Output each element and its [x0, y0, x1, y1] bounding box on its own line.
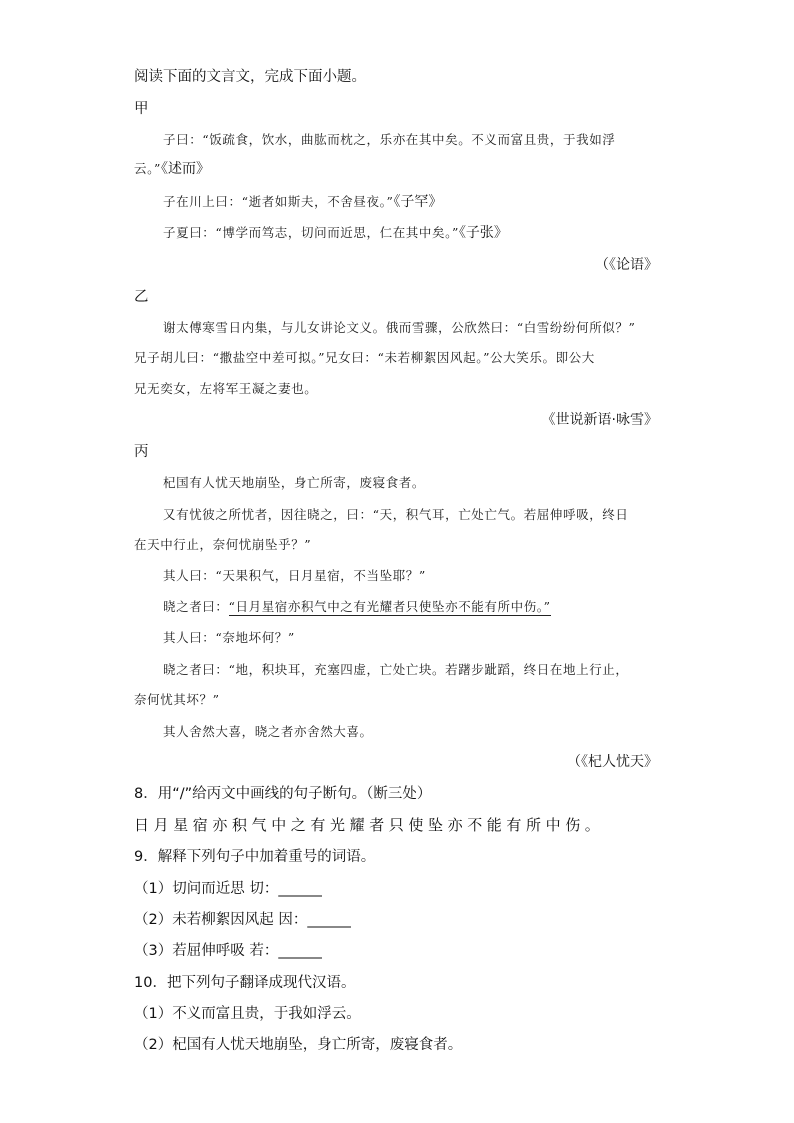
bing-line-3: 在天中行止，奈何忧崩坠乎？” [134, 537, 312, 552]
jia-line-1: 子曰：“饭疏食，饮水，曲肱而枕之，乐亦在其中矣。不义而富且贵，于我如浮 [163, 132, 616, 147]
question-10-item-1: （1）不义而富且贵，于我如浮云。 [134, 1006, 361, 1022]
yi-source: 《世说新语·咏雪》 [541, 412, 658, 428]
jia-line-2 [134, 160, 210, 178]
question-8-sentence: 日月星宿亦积气中之有光耀者只使坠亦不能有所中伤。 [134, 816, 605, 834]
bing-source: （《杞人忧天》 [567, 754, 658, 770]
jia-line-3-source: 《子罕》 [393, 194, 443, 210]
jia-line-3 [163, 193, 442, 211]
jia-line-3-text: 子在川上曰：“逝者如斯夫，不舍昼夜。” [163, 194, 394, 209]
passage-jia-label: 甲 [134, 101, 149, 117]
jia-source: （《论语》 [595, 257, 658, 273]
bing-line-5 [163, 598, 551, 616]
question-10-item-2: （2）杞国有人忧天地崩坠，身亡所寄，废寝食者。 [134, 1037, 463, 1053]
bing-line-7: 晓之者曰：“地，积块耳，充塞四虚，亡处亡块。若躇步跐蹈，终日在地上行止， [163, 662, 629, 677]
bing-line-9: 其人舍然大喜，晓之者亦舍然大喜。 [163, 724, 373, 739]
reading-instruction: 阅读下面的文言文，完成下面小题。 [134, 69, 366, 85]
question-9-item-1: （1）切问而近思 切：______ [134, 881, 322, 897]
jia-line-4-text: 子夏曰：“博学而笃志，切问而近思，仁在其中矣。” [163, 225, 459, 240]
yi-line-1: 谢太傅寒雪日内集，与儿女讲论文义。俄而雪骤，公欣然曰：“白雪纷纷何所似？” [163, 320, 636, 335]
question-8-stem: 8．用“/”给丙文中画线的句子断句。（断三处） [134, 786, 432, 802]
yi-line-2: 兄子胡儿曰：“撒盐空中差可拟。”兄女曰：“未若柳絮因风起。”公大笑乐。即公大 [134, 350, 595, 365]
bing-line-2: 又有忧彼之所忧者，因往晓之，曰：“天，积气耳，亡处亡气。若屈伸呼吸，终日 [163, 507, 629, 522]
question-9-item-3: （3）若屈伸呼吸 若：______ [134, 943, 322, 959]
jia-line-4 [163, 224, 508, 242]
question-9-stem: 9．解释下列句子中加着重号的词语。 [134, 849, 376, 865]
bing-line-1: 杞国有人忧天地崩坠，身亡所寄，废寝食者。 [163, 475, 426, 490]
bing-line-6: 其人曰：“奈地坏何？” [163, 630, 295, 645]
underlined-sentence: “日月星宿亦积气中之有光耀者只使坠亦不能有所中伤。” [228, 599, 551, 614]
passage-yi-label: 乙 [134, 289, 149, 305]
jia-line-2-source: 《述而》 [160, 161, 210, 177]
bing-line-5-prefix: 晓之者曰： [163, 599, 229, 614]
jia-line-2-text: 云。” [134, 161, 161, 176]
bing-line-8: 奈何忧其坏？” [134, 692, 220, 707]
jia-line-4-source: 《子张》 [458, 225, 508, 241]
yi-line-3: 兄无奕女，左将军王凝之妻也。 [134, 381, 318, 396]
bing-line-4: 其人曰：“天果积气，日月星宿，不当坠耶？” [163, 568, 426, 583]
question-10-stem: 10．把下列句子翻译成现代汉语。 [134, 975, 356, 991]
passage-bing-label: 丙 [134, 444, 149, 460]
question-9-item-2: （2）未若柳絮因风起 因：______ [134, 912, 351, 928]
